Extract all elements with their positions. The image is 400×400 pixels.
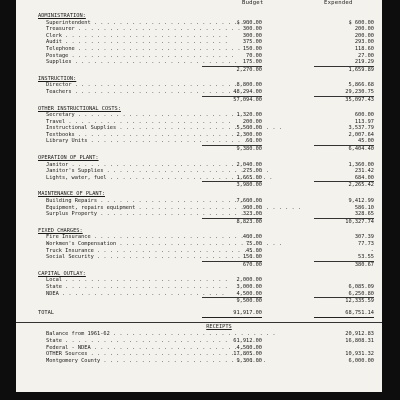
- line-item: [16, 132, 382, 139]
- line-item: [16, 211, 382, 218]
- expended-amount: 2,265.42: [314, 181, 374, 189]
- expended-amount: 219.29: [354, 59, 374, 66]
- row-label: Postage . . .: [46, 53, 234, 60]
- line-item: [16, 59, 382, 66]
- row-label: Montgomery County . . .: [46, 358, 266, 365]
- line-item: [16, 119, 382, 126]
- expended-amount: 293.00: [354, 39, 374, 46]
- section-heading: [16, 228, 382, 235]
- expended-amount: 77.73: [358, 240, 374, 247]
- budget-amount: 900.00: [242, 204, 262, 211]
- row-label: Superintendent . . .: [46, 20, 256, 27]
- line-item: [16, 338, 382, 345]
- line-item: [16, 175, 382, 182]
- expended-column-header: Expended: [324, 0, 353, 6]
- budget-amount: 75.00: [246, 240, 262, 247]
- budget-amount: 91,917.00: [202, 310, 262, 318]
- row-label: Supplies . . .: [46, 59, 237, 66]
- row-label: State . . .: [46, 338, 228, 345]
- budget-amount: 300.00: [242, 32, 262, 39]
- row-label: Building Repairs . . .: [46, 198, 263, 205]
- budget-amount: 175.00: [242, 59, 262, 66]
- total-row: [16, 310, 382, 317]
- budget-sheet: [16, 0, 382, 400]
- budget-amount: 670.00: [202, 261, 262, 269]
- expended-amount: 113.97: [354, 118, 374, 125]
- budget-amount: 150.00: [242, 254, 262, 261]
- line-item: [16, 125, 382, 132]
- row-label: ADMINISTRATION:: [38, 13, 86, 19]
- row-label: Instructional Supplies . . .: [46, 125, 282, 132]
- section-heading: [16, 13, 382, 20]
- budget-amount: 1,665.00: [236, 174, 262, 181]
- budget-amount: 57,094.00: [202, 96, 262, 104]
- budget-amount: 2,270.00: [202, 66, 262, 74]
- row-label: Telephone . . .: [46, 46, 241, 53]
- expended-amount: 12,335.59: [314, 297, 374, 305]
- expended-amount: 6,000.00: [348, 357, 374, 364]
- expended-amount: 307.39: [354, 234, 374, 241]
- line-item: [16, 53, 382, 60]
- line-item: [16, 198, 382, 205]
- expended-amount: 586.10: [354, 204, 374, 211]
- row-label: Truck Insurance . . .: [46, 248, 260, 255]
- line-item: [16, 345, 382, 352]
- line-item: [16, 241, 382, 248]
- budget-amount: 1,320.00: [236, 112, 262, 119]
- section-heading: [16, 191, 382, 198]
- line-item: [16, 82, 382, 89]
- budget-amount: 8,800.00: [236, 82, 262, 89]
- budget-amount: 150.00: [242, 45, 262, 52]
- budget-amount: 45.00: [246, 247, 262, 254]
- row-label: OTHER INSTRUCTIONAL COSTS:: [38, 105, 121, 112]
- row-label: Equipment, repairs equipment . . .: [46, 205, 301, 212]
- budget-amount: 300.00: [242, 26, 262, 33]
- budget-amount: 2,300.00: [236, 131, 262, 138]
- line-item: [16, 291, 382, 298]
- budget-amount: 7,600.00: [236, 198, 262, 204]
- row-label: Federal - NDEA . . .: [46, 345, 256, 352]
- section-heading: [16, 271, 382, 278]
- subtotal-row: [16, 261, 382, 268]
- budget-amount: 375.00: [242, 39, 262, 46]
- line-item: [16, 205, 382, 212]
- row-label: Secretary . . .: [46, 112, 241, 119]
- row-label: Treasurer . . .: [46, 26, 241, 33]
- expended-amount: 6,085.09: [348, 283, 374, 290]
- row-label: Janitor's Supplies . . .: [46, 168, 269, 175]
- budget-column-header: Budget: [242, 0, 264, 6]
- expended-amount: 20,912.83: [345, 331, 374, 338]
- line-item: [16, 46, 382, 53]
- expended-amount: 380.67: [314, 261, 374, 269]
- expended-amount: 16,808.31: [345, 338, 374, 345]
- expended-amount: -: [370, 247, 374, 254]
- row-label: Social Security . . .: [46, 254, 260, 261]
- row-label: State . . .: [46, 284, 228, 291]
- expended-amount: 2,007.64: [348, 131, 374, 138]
- budget-amount: 9,500.00: [202, 297, 262, 305]
- row-label: Audit . . .: [46, 39, 228, 46]
- receipts-heading: [16, 322, 382, 331]
- expended-amount: 328.65: [354, 211, 374, 218]
- receipts-label: RECEIPTS: [206, 324, 232, 331]
- line-item: [16, 162, 382, 169]
- subtotal-row: [16, 66, 382, 73]
- expended-amount: 118.60: [354, 45, 374, 52]
- expended-amount: 200.00: [354, 32, 374, 39]
- ledger-rows: [16, 13, 382, 364]
- row-label: MAINTENANCE OF PLANT:: [38, 191, 105, 198]
- row-label: TOTAL: [38, 310, 54, 317]
- line-item: [16, 277, 382, 284]
- expended-amount: 6,404.40: [314, 145, 374, 153]
- line-item: [16, 358, 382, 365]
- row-label: CAPITAL OUTLAY:: [38, 270, 86, 277]
- row-label: Textbooks . . .: [46, 132, 241, 139]
- expended-amount: 6,250.80: [348, 290, 374, 297]
- expended-amount: 10,327.74: [314, 218, 374, 226]
- budget-amount: 60.00: [246, 138, 262, 145]
- budget-amount: 3,980.00: [202, 181, 262, 189]
- subtotal-row: [16, 145, 382, 152]
- row-label: Lights, water, fuel . . .: [46, 175, 272, 182]
- line-item: [16, 284, 382, 291]
- expended-amount: 53.55: [358, 254, 374, 261]
- budget-amount: 70.00: [246, 52, 262, 59]
- expended-amount: 3,537.79: [348, 125, 374, 132]
- line-item: [16, 331, 382, 338]
- line-item: [16, 26, 382, 33]
- budget-amount: 2,040.00: [236, 161, 262, 168]
- subtotal-row: [16, 181, 382, 188]
- section-heading: [16, 106, 382, 113]
- line-item: [16, 89, 382, 96]
- budget-amount: 9,380.00: [202, 145, 262, 153]
- expended-amount: 1,659.89: [314, 66, 374, 74]
- budget-amount: 400.00: [242, 234, 262, 241]
- expended-amount: 10,931.32: [345, 351, 374, 358]
- budget-amount: 9,300.00: [236, 357, 262, 364]
- row-label: Teachers . . .: [46, 89, 237, 96]
- budget-amount: 275.00: [242, 168, 262, 175]
- budget-amount: 3,000.00: [236, 283, 262, 290]
- budget-amount: $ 900.00: [236, 19, 262, 26]
- row-label: Library Units . . .: [46, 138, 253, 145]
- row-label: Surplus Property . . .: [46, 211, 263, 218]
- row-label: NDEA . . .: [46, 291, 225, 298]
- subtotal-row: [16, 218, 382, 225]
- row-label: Workmen's Compensation . . .: [46, 241, 282, 248]
- budget-amount: 323.00: [242, 211, 262, 218]
- expended-amount: 200.00: [354, 26, 374, 33]
- expended-amount: 45.00: [358, 138, 374, 145]
- line-item: [16, 248, 382, 255]
- row-label: OTHER Sources . . .: [46, 351, 253, 358]
- budget-amount: 61,912.00: [233, 338, 262, 345]
- budget-amount: 48,294.00: [233, 88, 262, 95]
- budget-amount: 2,000.00: [236, 277, 262, 284]
- line-item: [16, 351, 382, 358]
- line-item: [16, 168, 382, 175]
- section-heading: [16, 155, 382, 162]
- expended-amount: 27.00: [358, 52, 374, 59]
- expended-amount: 684.00: [354, 174, 374, 181]
- expended-amount: 231.42: [354, 168, 374, 175]
- expended-amount: 68,751.14: [314, 310, 374, 318]
- row-label: Balance from 1961-62 . . .: [46, 331, 276, 338]
- row-label: Janitor . . .: [46, 162, 234, 169]
- expended-amount: 600.00: [354, 112, 374, 119]
- scan-border: [0, 392, 400, 400]
- row-label: Local . . .: [46, 277, 228, 284]
- row-label: FIXED CHARGES:: [38, 227, 83, 234]
- line-item: [16, 138, 382, 145]
- budget-amount: 4,500.00: [236, 290, 262, 297]
- line-item: [16, 39, 382, 46]
- line-item: [16, 112, 382, 119]
- expended-amount: 35,097.43: [314, 96, 374, 104]
- row-label: Clerk . . .: [46, 33, 228, 40]
- line-item: [16, 33, 382, 40]
- line-item: [16, 254, 382, 261]
- row-label: INSTRUCTION:: [38, 75, 77, 82]
- row-label: Director . . .: [46, 82, 237, 89]
- subtotal-row: [16, 96, 382, 103]
- line-item: [16, 234, 382, 241]
- budget-amount: 5,500.00: [236, 125, 262, 132]
- row-label: Fire Insurance . . .: [46, 234, 256, 241]
- expended-amount: 29,230.75: [345, 88, 374, 95]
- row-label: Travel . . .: [46, 119, 231, 126]
- line-item: [16, 20, 382, 27]
- budget-amount: 17,805.00: [233, 351, 262, 358]
- expended-amount: 9,412.99: [348, 198, 374, 204]
- expended-amount: $ 600.00: [348, 19, 374, 26]
- section-heading: [16, 76, 382, 83]
- expended-amount: 1,360.00: [348, 161, 374, 168]
- expended-amount: 5,866.68: [348, 82, 374, 89]
- budget-amount: 200.00: [242, 118, 262, 125]
- budget-amount: 4,500.00: [236, 344, 262, 351]
- subtotal-row: [16, 297, 382, 304]
- row-label: OPERATION OF PLANT:: [38, 155, 99, 162]
- budget-amount: 8,823.00: [202, 218, 262, 226]
